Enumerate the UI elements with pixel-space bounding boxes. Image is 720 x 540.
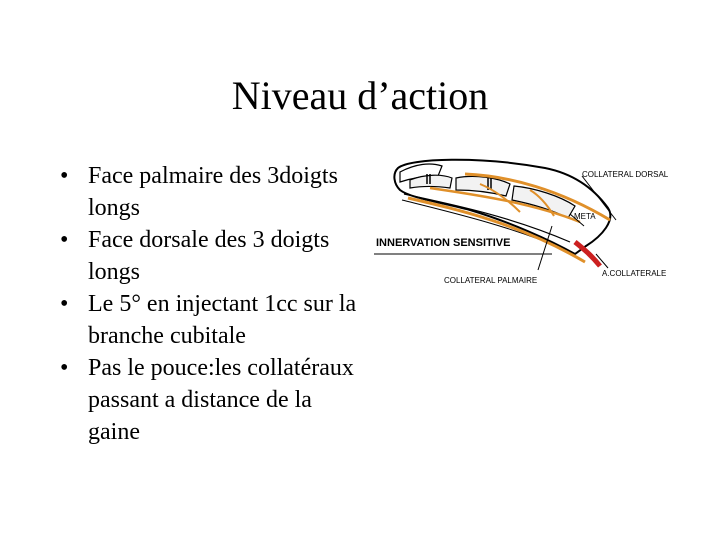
bullet-text: Le 5° en injectant 1cc sur la branche cubitale <box>88 291 357 349</box>
bullet-item <box>60 352 360 448</box>
bullet-item <box>60 224 360 288</box>
label-a-collaterale: A.COLLATERALE <box>602 269 667 278</box>
bullet-item <box>60 288 360 352</box>
bullet-item <box>60 160 360 224</box>
slide-title: Niveau d’action <box>231 73 489 118</box>
bullet-text: Pas le pouce:les collatéraux passant a distance de la gaine <box>88 355 354 445</box>
finger-anatomy-diagram <box>370 150 680 290</box>
label-collateral-dorsal: COLLATERAL DORSAL <box>582 170 669 179</box>
bullet-list <box>60 160 360 448</box>
bullet-text: Face palmaire des 3doigts longs <box>88 163 338 221</box>
bullet-icon: • <box>60 227 69 253</box>
label-innervation-sensitive: INNERVATION SENSITIVE <box>376 237 511 249</box>
label-collateral-palmaire: COLLATERAL PALMAIRE <box>444 276 538 285</box>
bullet-text: Face dorsale des 3 doigts longs <box>88 227 330 285</box>
finger-anatomy-figure <box>370 150 680 290</box>
bullet-icon: • <box>60 163 69 189</box>
label-meta: META <box>574 212 596 221</box>
bullet-icon: • <box>60 355 69 381</box>
bullet-icon: • <box>60 291 69 317</box>
